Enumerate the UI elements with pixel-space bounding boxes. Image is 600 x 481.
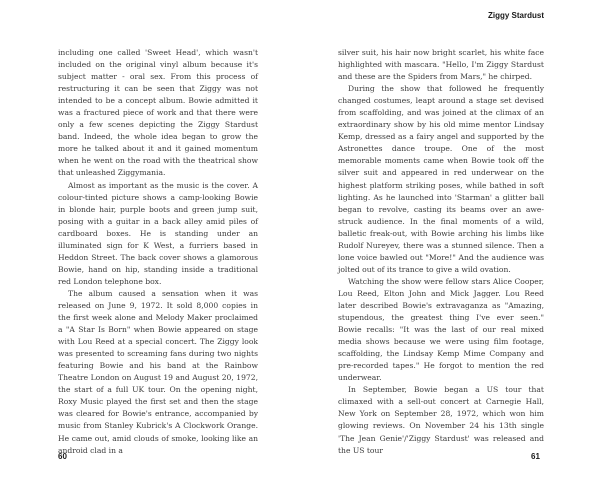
- running-head: Ziggy Stardust: [487, 11, 544, 20]
- page-number-left: 60: [58, 452, 67, 461]
- paragraph: During the show that followed he frequently changed costumes, leapt around a stage set devised from scaffolding, and was joined at the climax of an extraordinary show by his old mime mentor Lindsay Kemp, dressed as a fairy angel and supported by the Astronettes dance troupe. One of the most memorable moments came when Bowie took off the silver suit and appeared in red underwear on the highest platform striking poses, while bathed in soft lighting. As he launched into 'Starman' a glitter ball began to revolve, casting its beams over an awe-struck audience. In the final moments of a wild, balletic freak-out, with Bowie arching his limbs like Rudolf Nureyev, there was a stunned silence. Then a lone voice bawled out "More!" And the audience was jolted out of its trance to give a wild ovation.: [338, 84, 544, 274]
- page-number-right: 61: [531, 452, 540, 461]
- paragraph: Watching the show were fellow stars Alice Cooper, Lou Reed, Elton John and Mick Jagger. Lou Reed later described Bowie's extravaganza as "Amazing, stupendous, the greatest thing I've ever seen." Bowie recalls: "It was the last of our real mixed media shows because we were using film footage, scaffolding, the Lindsay Kemp Mime Company and pre-recorded tapes." He forgot to mention the red underwear.: [338, 276, 544, 383]
- paragraph: In September, Bowie began a US tour that climaxed with a sell-out concert at Carnegie Hall, New York on September 28, 1972, which won him glowing reviews. On November 24 his 13th single 'The Jean Genie'/'Ziggy Stardust' was released and the US tour: [338, 385, 544, 455]
- paragraph: including one called 'Sweet Head', which wasn't included on the original vinyl album because it's subject matter - oral sex. From this process of restructuring it can be seen that Ziggy was not intended to be a concept album. Bowie admitted it was a fractured piece of work and that there were only a few scenes depicting the Ziggy Stardust band. Indeed, the whole idea began to grow the more he talked about it and it gained momentum when he went on the road with the theatrical show that unleashed Ziggymania.: [58, 48, 258, 178]
- paragraph: silver suit, his hair now bright scarlet, his white face highlighted with mascara. "Hello, I'm Ziggy Stardust and these are the Spiders from Mars," he chirped.: [338, 48, 544, 82]
- paragraph: The album caused a sensation when it was released on June 9, 1972. It sold 8,000 copies in the first week alone and Melody Maker proclaimed a "A Star Is Born" when Bowie appeared on stage with Lou Reed at a special concert. The Ziggy look was presented to screaming fans during two nights featuring Bowie and his band at the Rainbow Theatre London on August 19 and August 20, 1972, the start of a full UK tour. On the opening night, Roxy Music played the first set and then the stage was cleared for Bowie's entrance, accompanied by music from Stanley Kubrick's A Clockwork Orange. He came out, amid clouds of smoke, looking like an android clad in a: [58, 288, 258, 455]
- paragraph: Almost as important as the music is the cover. A colour-tinted picture shows a camp-looking Bowie in blonde hair, purple boots and green jump suit, posing with a guitar in a back alley amid piles of cardboard boxes. He is standing under an illuminated sign for K West, a furriers based in Heddon Street. The back cover shows a glamorous Bowie, hand on hip, standing inside a traditional red London telephone box.: [58, 180, 258, 286]
- left-page-text: [58, 47, 258, 455]
- right-page-text: [338, 47, 544, 455]
